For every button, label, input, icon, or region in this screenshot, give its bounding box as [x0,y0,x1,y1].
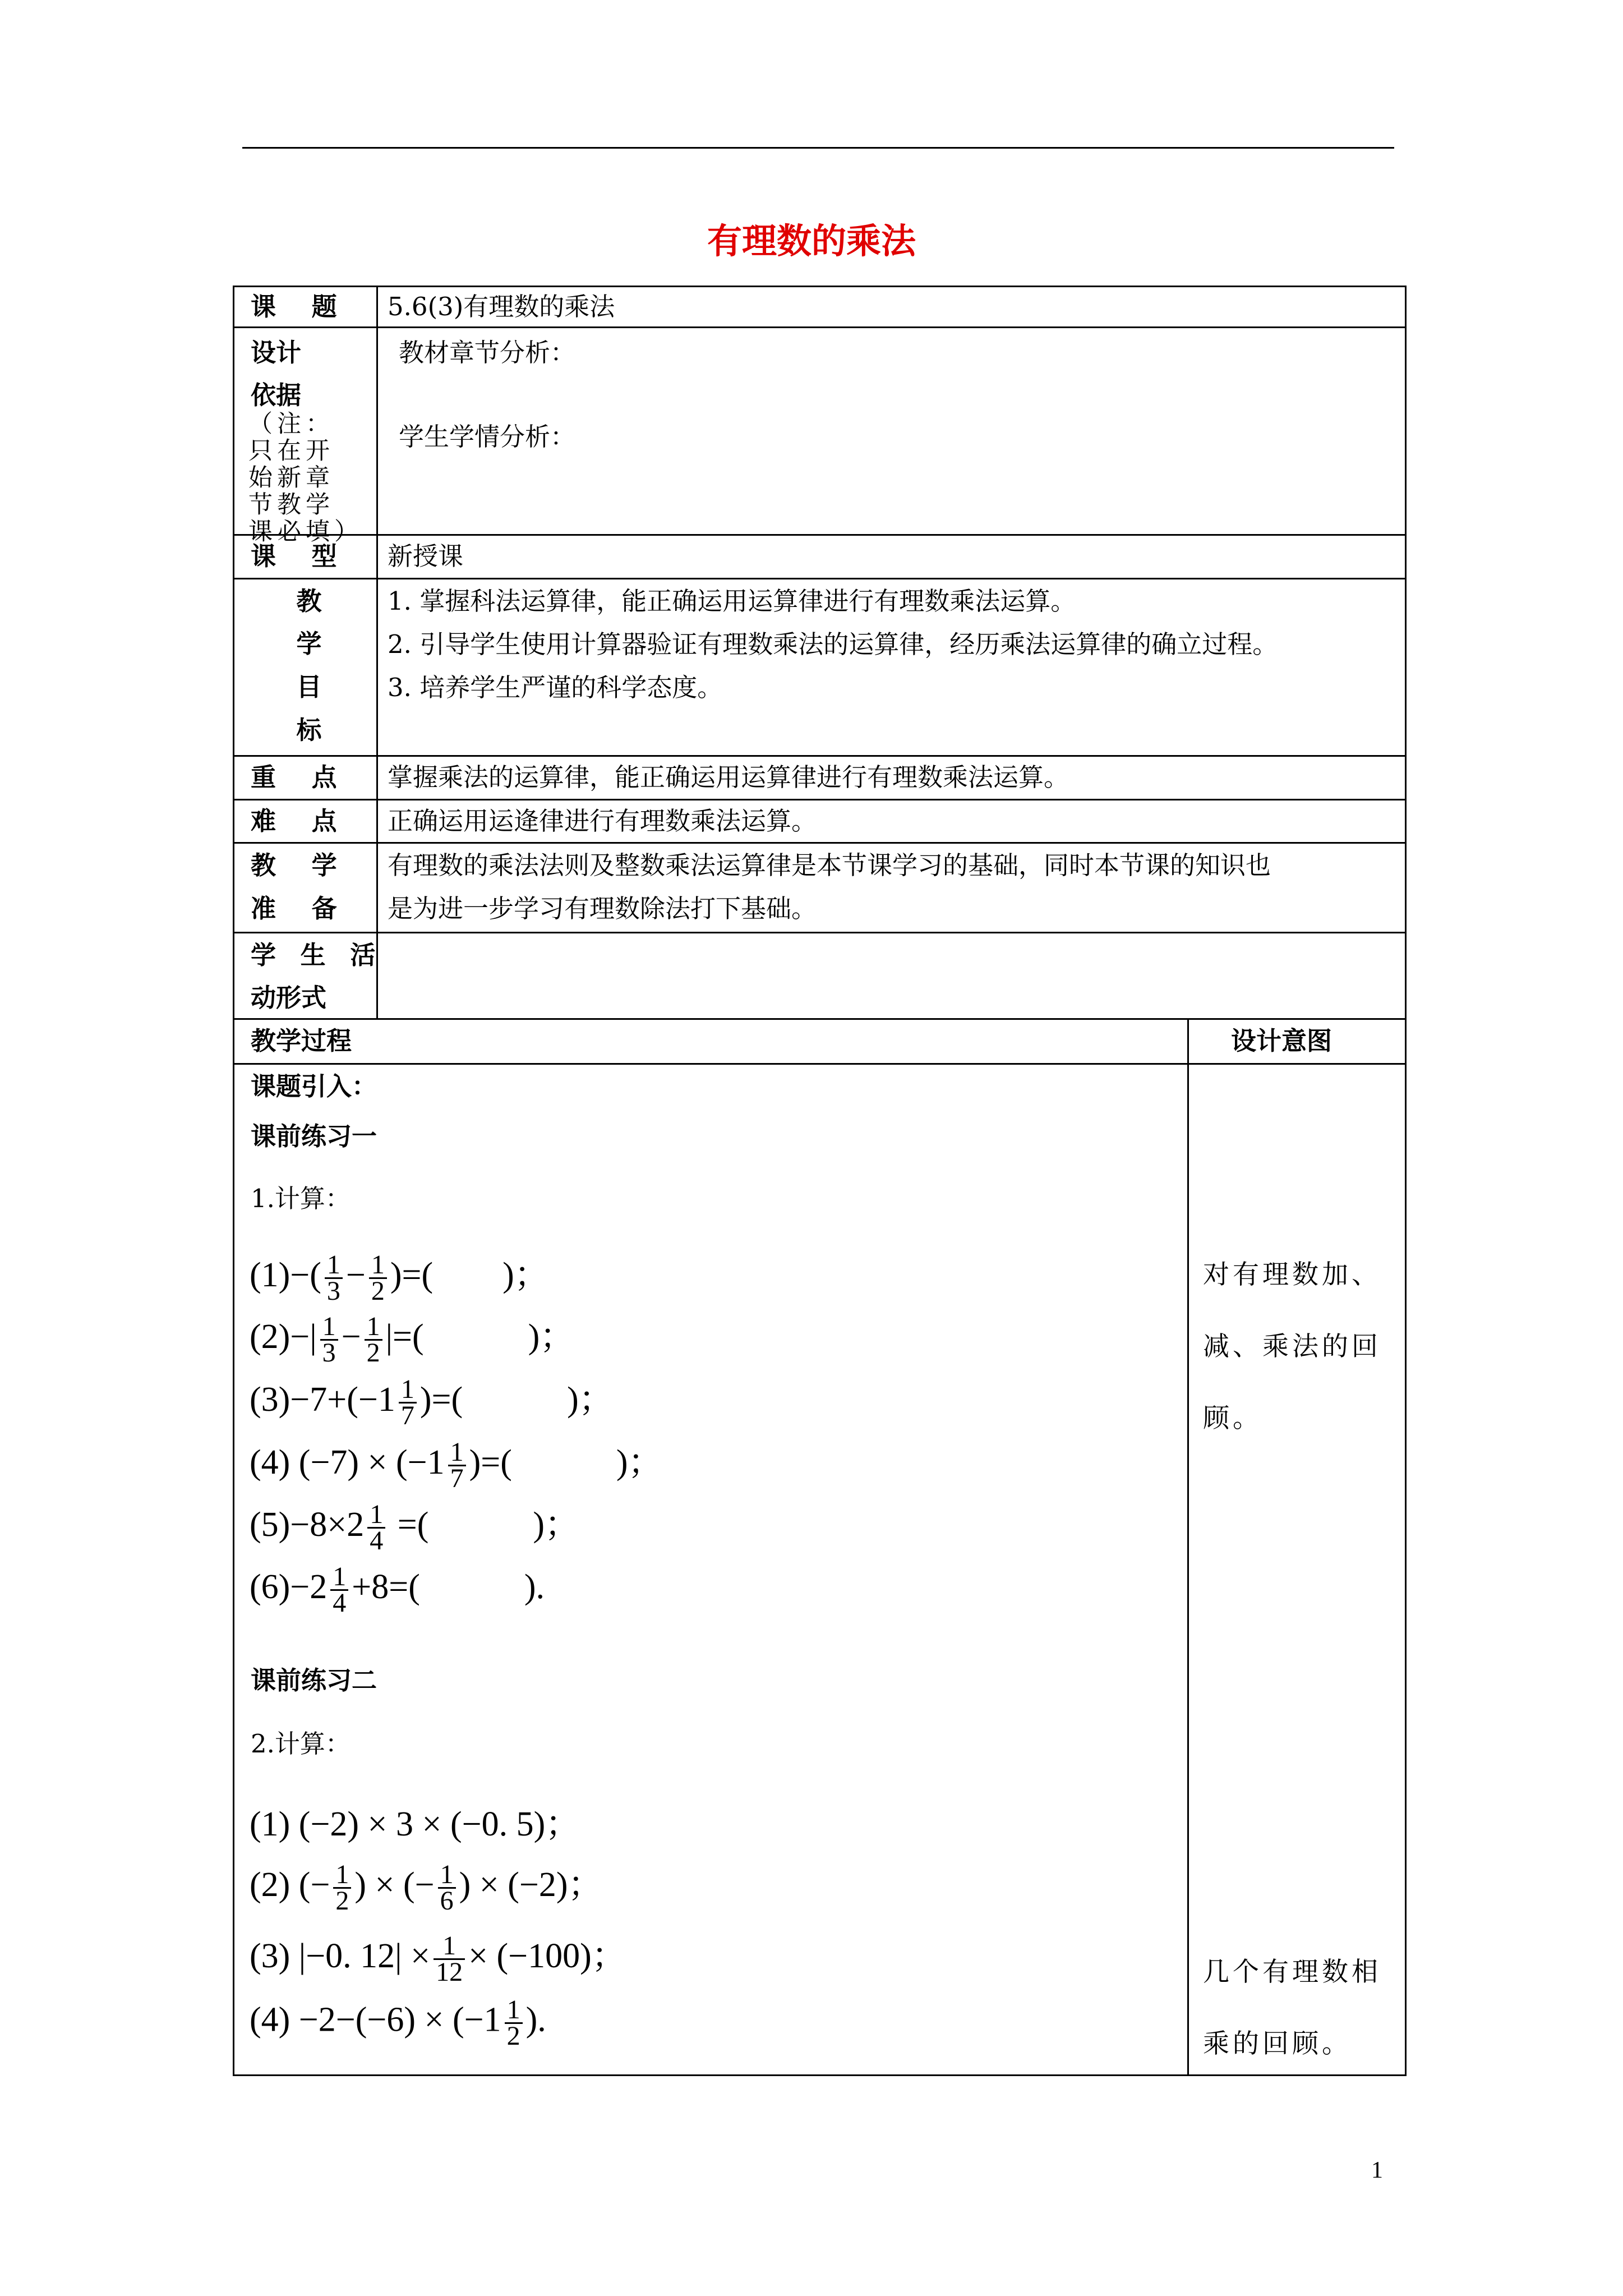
exercise2-prompt: 2.计算： [251,1729,351,1759]
exercise2-title: 课前练习二 [251,1665,377,1695]
intent-header: 设计意图 [1231,1026,1332,1056]
table-rule [233,932,1407,933]
difficulty-value: 正确运用运逄律进行有理数乘法运算。 [388,806,817,836]
table-rule [233,578,1407,579]
key-value: 掌握乘法的运算律，能正确运用运算律进行有理数乘法运算。 [388,762,1069,792]
process-header: 教学过程 [251,1026,352,1056]
topic-label: 课 题 [251,292,351,321]
objective-item: 2. 引导学生使用计算器验证有理数乘法的运算律，经历乘法运算律的确立过程。 [388,629,1278,659]
design-intent-1: 对有理数加、减、乘法的回顾。 [1203,1259,1381,1434]
table-rule [1187,1018,1189,2076]
page-number: 1 [1371,2157,1383,2183]
table-rule [233,1063,1407,1065]
type-label: 课 型 [251,541,351,571]
objective-item: 3. 培养学生严谨的科学态度。 [388,673,723,702]
exercise1-item-3: (3)−7+(−1 $\frac{1}{7}$ )=( )； [250,1374,614,1431]
activity-label-2: 动形式 [251,983,327,1013]
exercise1-item-2: (2)−| $\frac{1}{3}$ − $\frac{1}{2}$ |=( )； [250,1312,575,1368]
topic-value: 5.6(3)有理数的乘法 [388,292,615,321]
objective-item: 1. 掌握科法运算律，能正确运用运算律进行有理数乘法运算。 [388,586,1076,616]
table-rule [376,286,378,1018]
exercise2-item-1: (1) (−2) × 3 × (−0. 5)； [250,1805,580,1843]
table-rule [1405,286,1407,2076]
activity-label-1: 学 生 活 [251,940,384,970]
key-label: 重 点 [251,762,351,792]
difficulty-label: 难 点 [251,806,351,836]
document-title: 有理数的乘法 [707,220,916,261]
header-rule [242,147,1394,149]
exercise2-item-3: (3) |−0. 12| × $\frac{1}{12}$ × (−100)； [250,1931,626,1987]
intro-heading: 课题引入： [251,1071,377,1101]
basis-note: （注：只在开始新章节教学课必填） [248,410,363,546]
exercise1-title: 课前练习一 [251,1121,377,1151]
design-intent-2: 几个有理数相乘的回顾。 [1203,1957,1381,2059]
objective-label-char: 学 [296,629,322,659]
exercise1-item-4: (4) (−7) × (−1 $\frac{1}{7}$ )=( )； [250,1437,663,1494]
basis-label-2: 依据 [251,380,302,410]
exercise1-item-6: (6)−2 $\frac{1}{4}$ +8=( ). [250,1562,545,1618]
table-rule [233,286,234,2076]
objective-label-char: 目 [296,672,322,702]
exercise1-item-1: (1)−( $\frac{1}{3}$ − $\frac{1}{2}$ )=( )； [250,1250,549,1306]
objective-label-char: 标 [296,715,322,745]
exercise1-prompt: 1.计算： [251,1184,351,1213]
prep-label-1: 教 学 [251,850,351,880]
textbook-analysis: 教材章节分析： [399,338,576,367]
type-value: 新授课 [388,541,464,571]
prep-value-line: 是为进一步学习有理数除法打下基础。 [388,894,817,923]
prep-label-2: 准 备 [251,894,351,923]
exercise2-item-2: (2) (− $\frac{1}{2}$ ) × (− $\frac{1}{6}$ ) × (−2)； [250,1860,603,1916]
prep-value-line: 有理数的乘法法则及整数乘法运算律是本节课学习的基础，同时本节课的知识也 [388,850,1271,880]
basis-label-1: 设计 [251,338,302,367]
objective-label-char: 教 [296,586,322,616]
lesson-plan-table [233,286,1407,2076]
exercise1-item-5: (5)−8×2 $\frac{1}{4}$ =( )； [250,1499,579,1556]
exercise2-item-4: (4) −2−(−6) × (−1 $\frac{1}{2}$ ). [250,1995,546,2051]
student-analysis: 学生学情分析： [399,422,576,452]
